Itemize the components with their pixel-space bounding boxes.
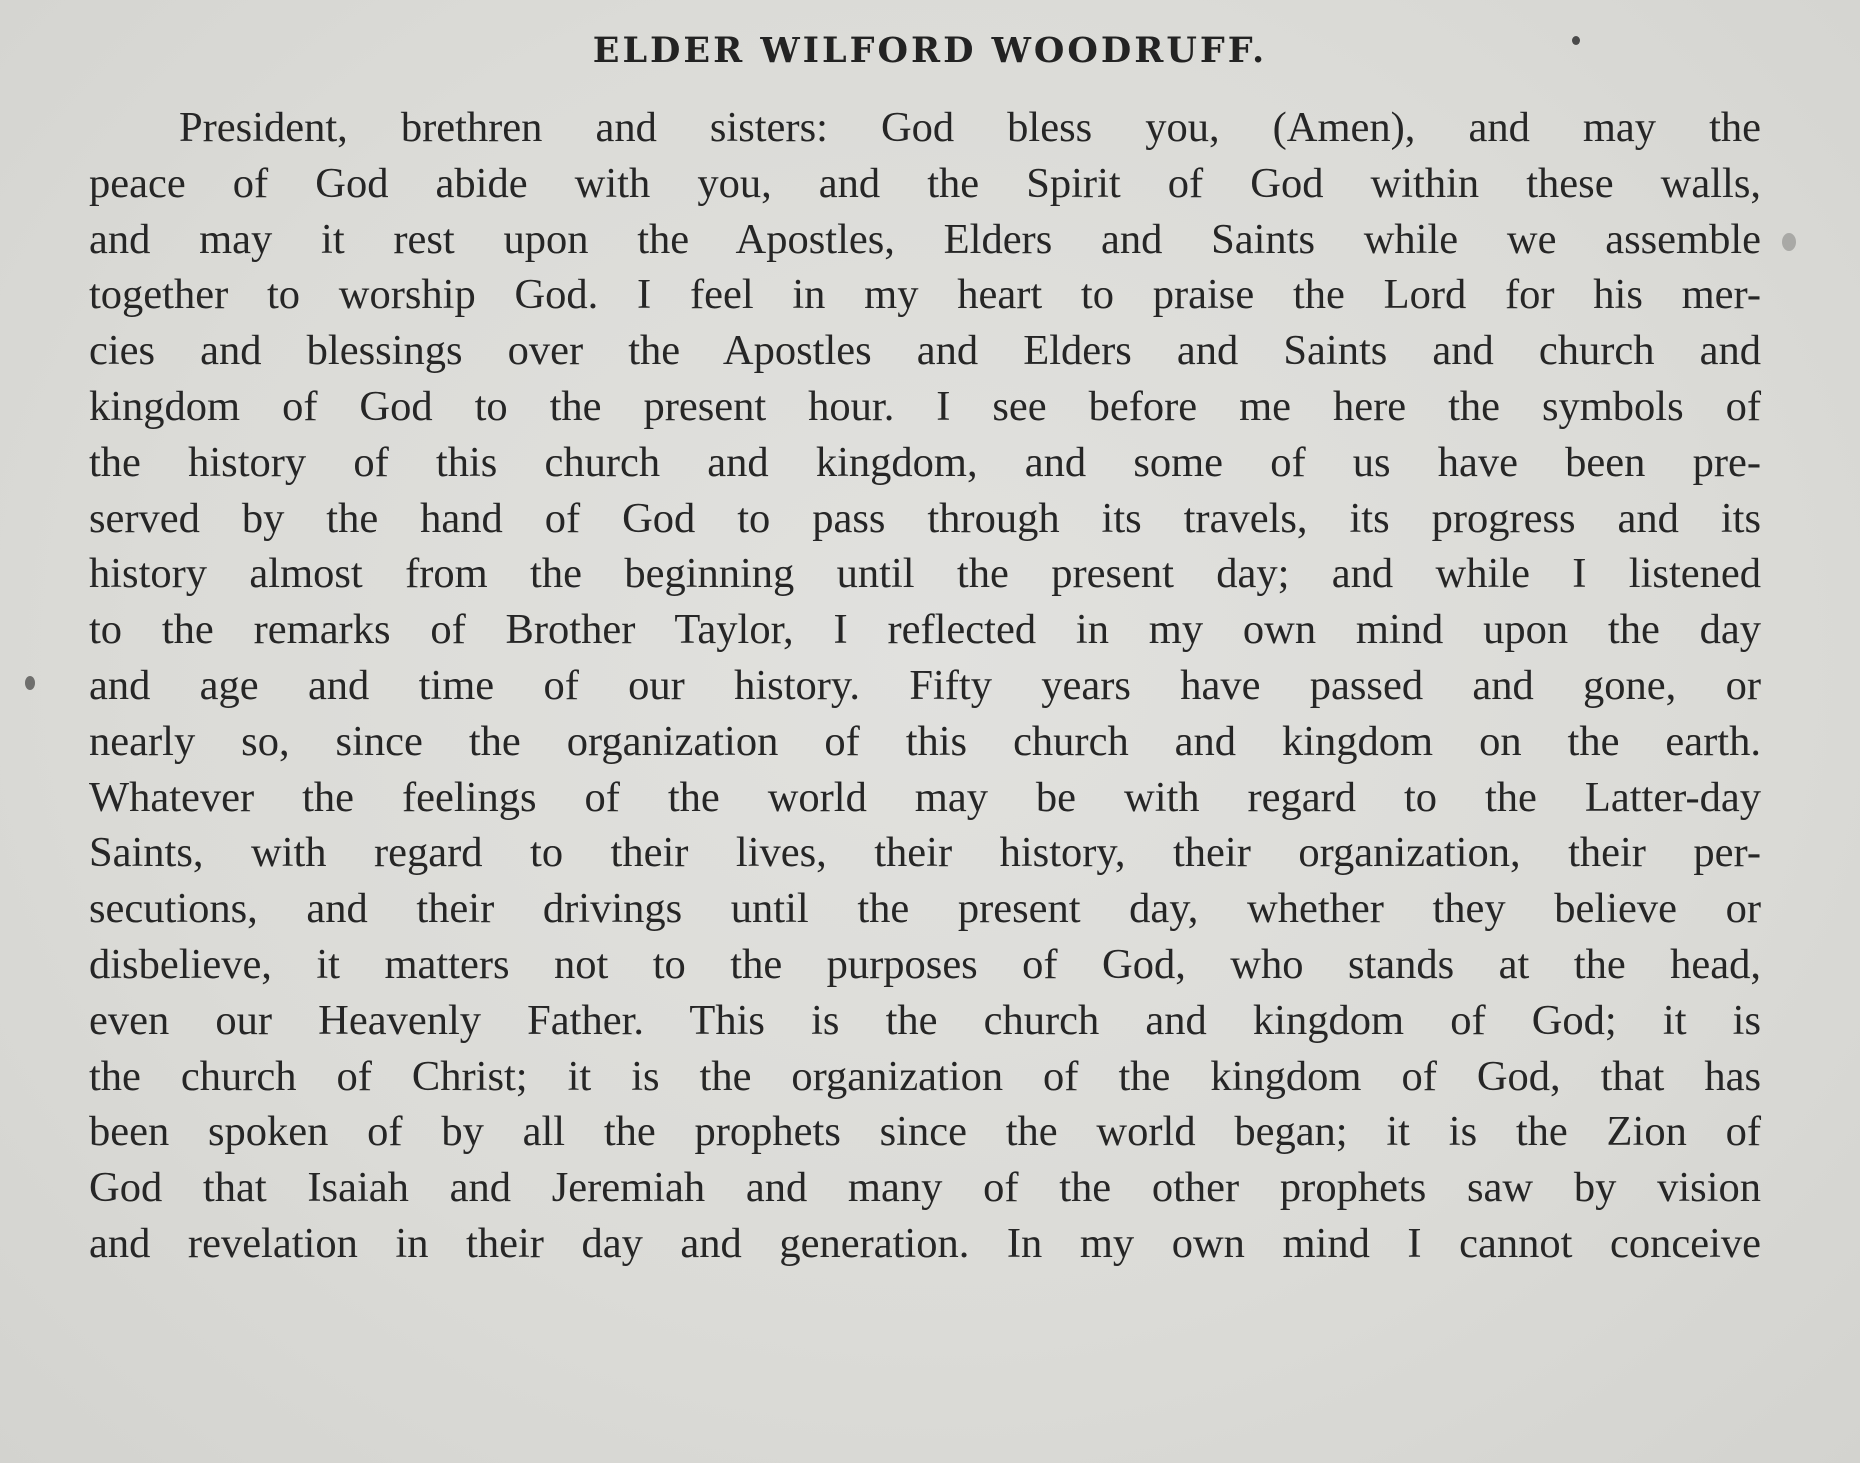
text-line: history almost from the beginning until the present day; and while I listened: [89, 550, 1761, 598]
text-line: served by the hand of God to pass through its travels, its progress and its: [89, 494, 1761, 542]
text-line: President, brethren and sisters: God bless you, (Amen), and may the: [179, 104, 1761, 151]
page-heading: ELDER WILFORD WOODRUFF.: [592, 30, 1268, 71]
text-line: even our Heavenly Father. This is the church and kingdom of God; it is: [89, 996, 1761, 1044]
text-line: disbelieve, it matters not to the purposes of God, who stands at the head,: [89, 940, 1761, 988]
text-line: together to worship God. I feel in my heart to praise the Lord for his mer-: [89, 271, 1761, 319]
text-line: and revelation in their day and generation. In my own mind I cannot conceive: [89, 1219, 1761, 1267]
text-line: Saints, with regard to their lives, their history, their organization, their per-: [89, 829, 1761, 877]
ink-speck: [1782, 233, 1796, 251]
text-line: and may it rest upon the Apostles, Elders and Saints while we assemble: [89, 215, 1761, 263]
text-line: God that Isaiah and Jeremiah and many of the other prophets saw by vision: [89, 1164, 1761, 1212]
text-line: to the remarks of Brother Taylor, I reflected in my own mind upon the day: [89, 606, 1761, 654]
text-line: the history of this church and kingdom, and some of us have been pre-: [89, 438, 1761, 486]
text-line: peace of God abide with you, and the Spirit of God within these walls,: [89, 159, 1761, 207]
text-line: been spoken of by all the prophets since the world began; it is the Zion of: [89, 1108, 1761, 1156]
text-line: cies and blessings over the Apostles and Elders and Saints and church and: [89, 327, 1761, 375]
body-text: [89, 100, 1761, 1272]
text-line: nearly so, since the organization of this church and kingdom on the earth.: [89, 717, 1761, 765]
text-line: secutions, and their drivings until the present day, whether they believe or: [89, 885, 1761, 933]
ink-speck: [1572, 36, 1580, 45]
text-line: kingdom of God to the present hour. I see before me here the symbols of: [89, 382, 1761, 430]
ink-speck: [25, 676, 35, 690]
text-line: and age and time of our history. Fifty years have passed and gone, or: [89, 661, 1761, 709]
text-line: Whatever the feelings of the world may be with regard to the Latter-day: [89, 773, 1761, 821]
text-line: the church of Christ; it is the organization of the kingdom of God, that has: [89, 1052, 1761, 1100]
